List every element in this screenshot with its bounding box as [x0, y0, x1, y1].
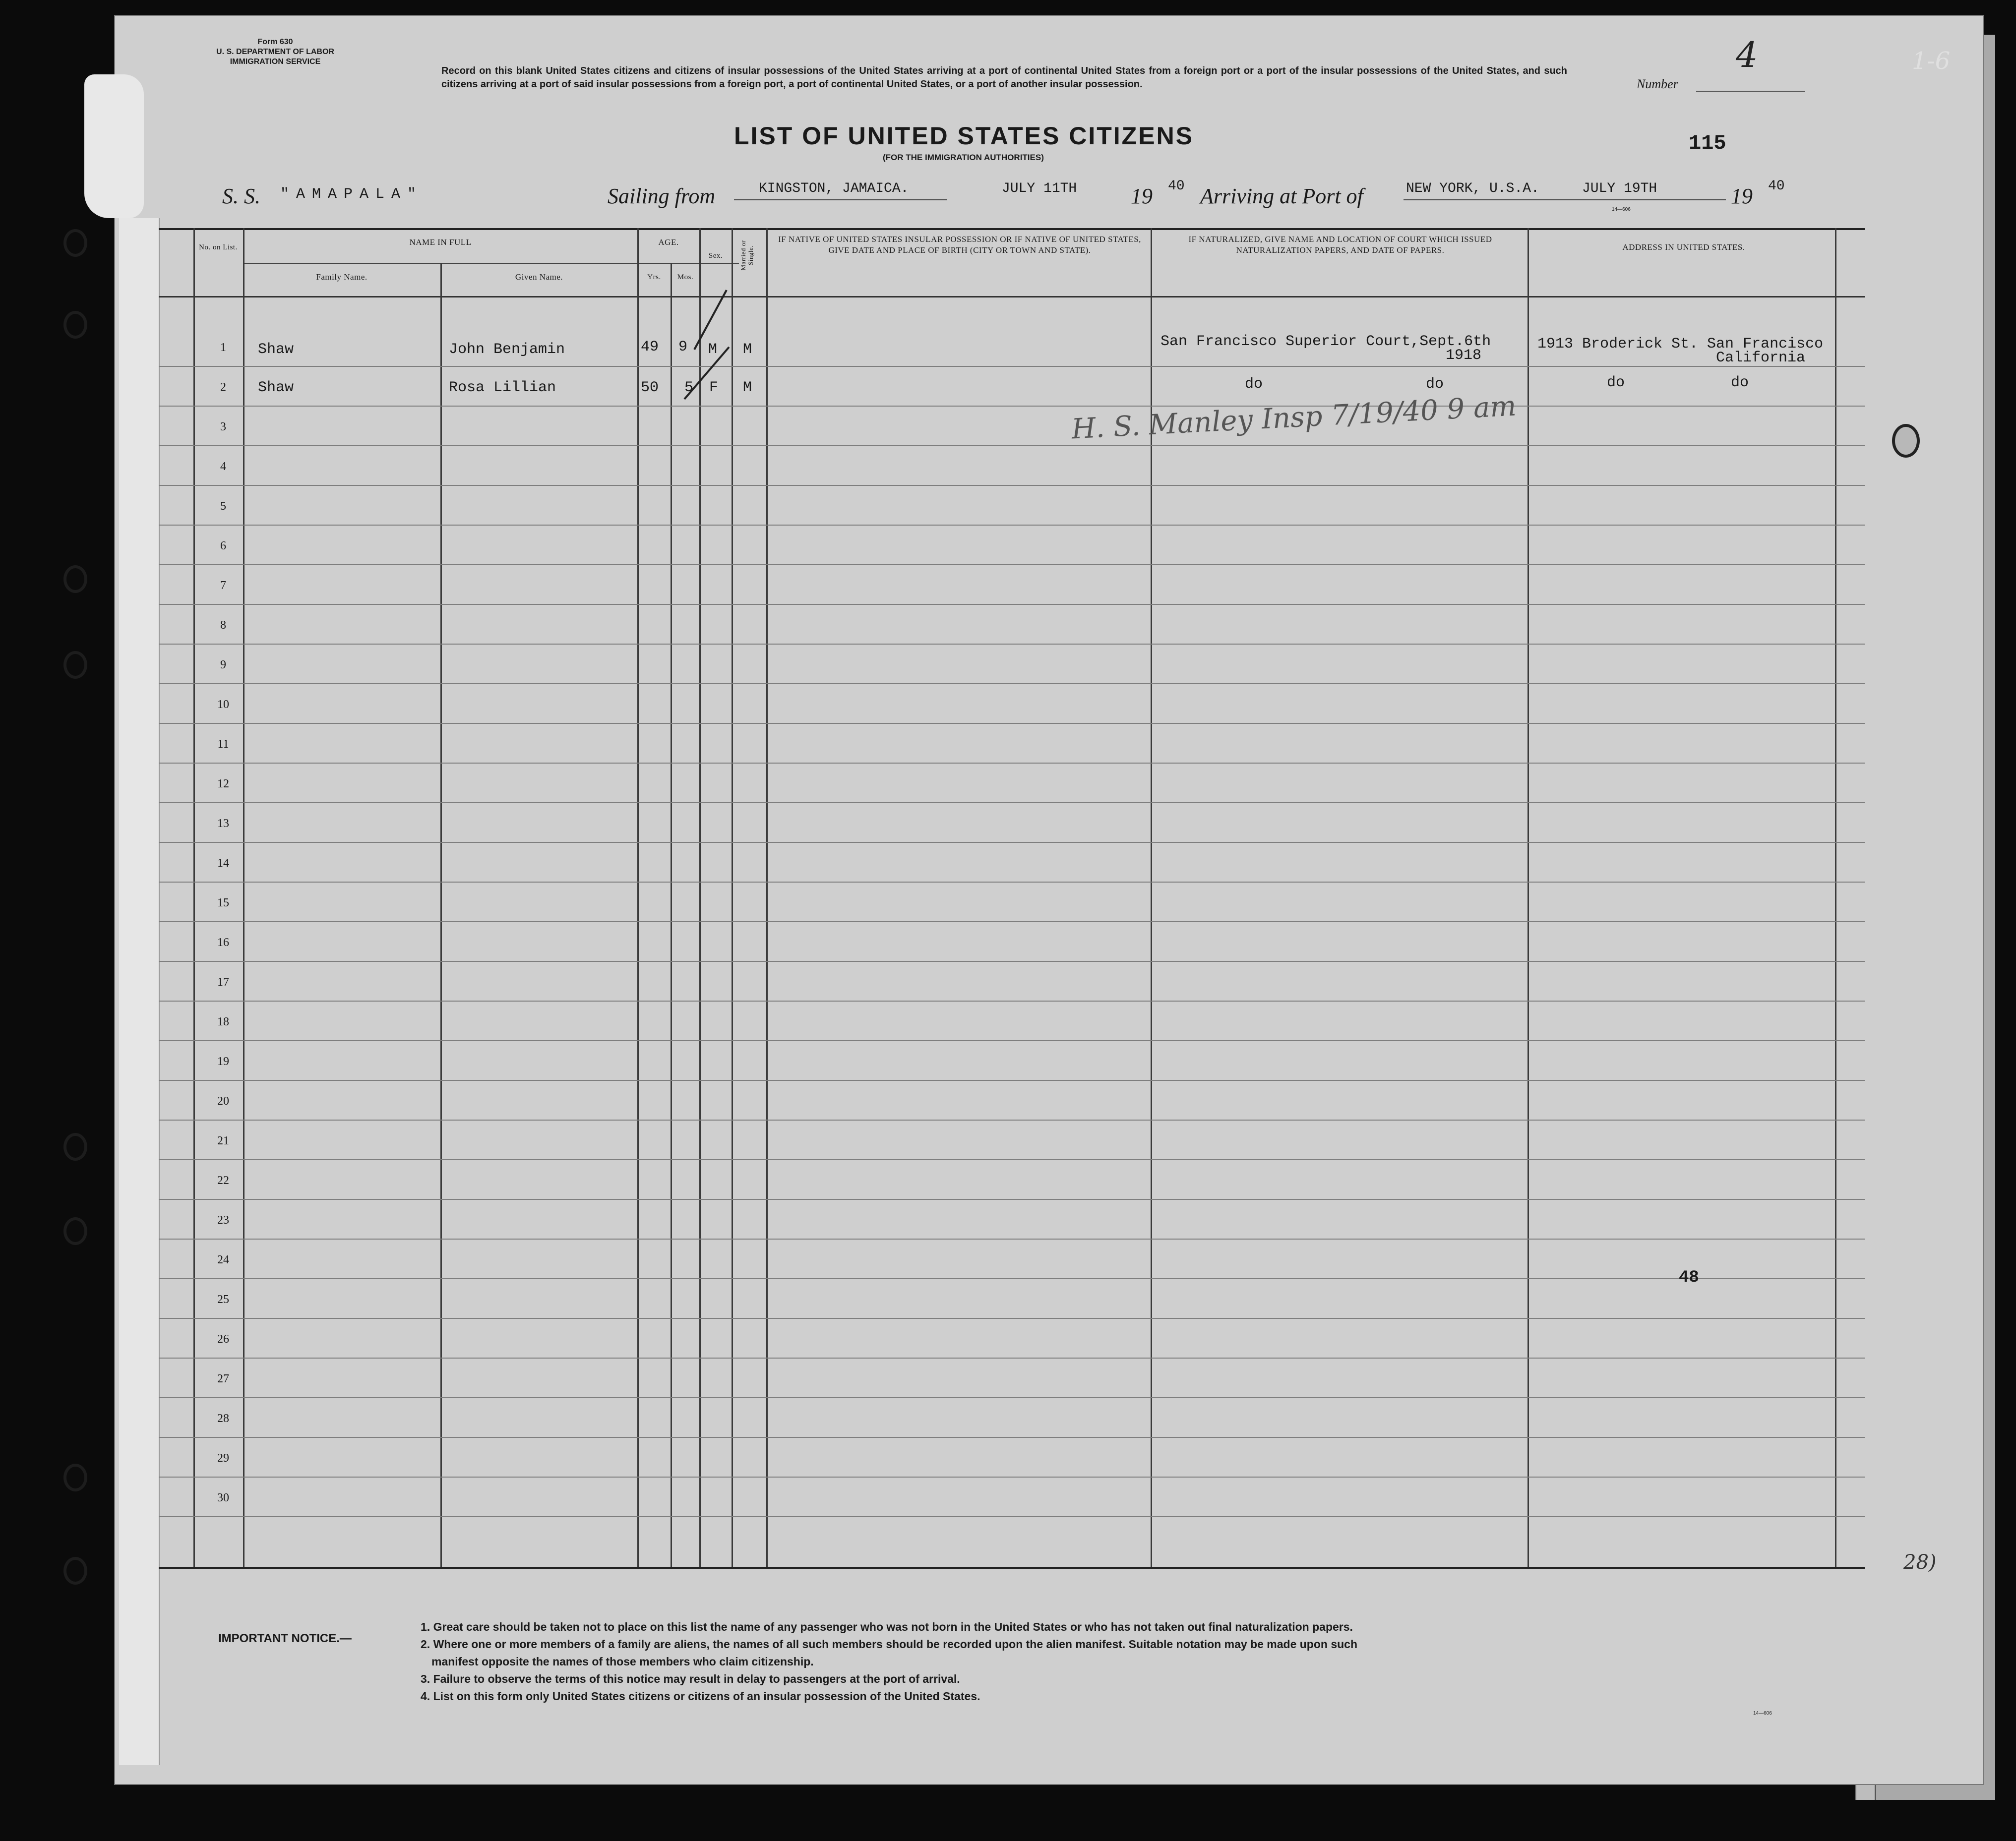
row-line [159, 406, 1865, 407]
binder-hole-icon [63, 1464, 87, 1491]
row-line [159, 683, 1865, 684]
row2-yrs: 50 [641, 379, 659, 396]
arrival-port-underline [1404, 199, 1726, 200]
row1-family: Shaw [258, 341, 294, 358]
binder-hole-icon [63, 565, 87, 593]
row-number: 26 [217, 1333, 229, 1346]
row-number: 22 [217, 1174, 229, 1187]
col-header-mos: Mos. [677, 273, 694, 281]
row2-address2: do [1731, 374, 1749, 391]
row-number: 1 [220, 341, 226, 354]
service-name: IMMIGRATION SERVICE [230, 58, 321, 66]
inspector-signature: H. S. Manley Insp 7/19/40 9 am [1070, 390, 1517, 446]
row1-court: San Francisco Superior Court,Sept.6th [1161, 333, 1491, 350]
col-divider [766, 228, 768, 1567]
row-number: 20 [217, 1095, 229, 1108]
row-number: 5 [220, 500, 226, 513]
corner-note: 1-6 [1912, 47, 1951, 75]
form-id-block [196, 37, 355, 67]
row2-family: Shaw [258, 379, 294, 396]
row2-given: Rosa Lillian [449, 379, 556, 396]
row-line [159, 842, 1865, 843]
col-divider [732, 228, 733, 1567]
col-divider [440, 263, 442, 1567]
row1-marital: M [743, 341, 752, 358]
notice-item-3: 3. Failure to observe the terms of this notice may result in delay to passengers at the port of arrival. [421, 1672, 960, 1685]
binder-hole-icon [63, 1217, 87, 1245]
row-line [159, 485, 1865, 486]
checkmark-icon [679, 288, 734, 402]
sailing-port-underline [734, 199, 947, 200]
row-line [159, 564, 1865, 565]
arrival-year-prefix: 19 [1731, 184, 1753, 208]
row-line [159, 366, 1865, 367]
col-header-name: NAME IN FULL [409, 238, 472, 247]
col-divider [1527, 228, 1529, 1567]
row-line [159, 1397, 1865, 1398]
arriving-label: Arriving at Port of [1200, 184, 1363, 208]
row-number: 19 [217, 1055, 229, 1068]
row2-marital: M [743, 379, 752, 396]
binder-hole-icon [63, 1557, 87, 1585]
arrival-date: JULY 19TH [1582, 181, 1657, 196]
row-line [159, 525, 1865, 526]
row-line [159, 1001, 1865, 1002]
row1-sex: M [708, 341, 718, 358]
row-line [159, 763, 1865, 764]
sailing-year-prefix: 19 [1131, 184, 1153, 208]
row1-mos: 9 [678, 339, 688, 356]
row-number: 23 [217, 1214, 229, 1227]
col-divider [699, 228, 701, 1567]
row-number: 18 [217, 1015, 229, 1028]
row-number: 27 [217, 1372, 229, 1385]
row-number: 17 [217, 976, 229, 989]
row-number: 29 [217, 1452, 229, 1465]
row2-address: do [1607, 374, 1625, 391]
col-divider [671, 263, 672, 1567]
row1-court-year: 1918 [1446, 347, 1482, 364]
row-number: 25 [217, 1293, 229, 1306]
binder-hole-icon [63, 651, 87, 679]
col-header-no: No. on List. [199, 243, 238, 251]
number-value: 4 [1736, 35, 1758, 75]
row-number: 9 [220, 658, 226, 671]
row-number: 28 [217, 1412, 229, 1425]
row-line [159, 802, 1865, 803]
row-line [159, 1199, 1865, 1200]
row-line [159, 961, 1865, 962]
row-number: 11 [217, 738, 229, 751]
table-bottom-border [159, 1567, 1865, 1569]
row-line [159, 1040, 1865, 1041]
col-header-insular: IF NATIVE OF UNITED STATES INSULAR POSSESSION OR IF NATIVE OF UNITED STATES, GIVE DATE AND PLACE OF BIRTH (CITY OR TOWN AND STATE). [778, 235, 1141, 255]
notice-list [421, 1618, 1839, 1705]
notice-item-1: 1. Great care should be taken not to place on this list the name of any passenger who was not born in the United States or who has not taken out final naturalization papers. [421, 1620, 1353, 1633]
row2-court: do [1245, 376, 1263, 393]
row-line [159, 1239, 1865, 1240]
row-number: 2 [220, 381, 226, 394]
col-header-family: Family Name. [316, 272, 367, 282]
edge-note: 28) [1903, 1551, 1937, 1574]
col-divider [243, 228, 244, 1567]
col-header-sex: Sex. [708, 252, 723, 260]
table-top-border [159, 228, 1865, 230]
row-line [159, 1358, 1865, 1359]
ship-prefix: S. S. [222, 184, 260, 208]
form-number: Form 630 [257, 38, 293, 46]
row-number: 16 [217, 936, 229, 949]
row-line [159, 1159, 1865, 1160]
row1-yrs: 49 [641, 339, 659, 356]
row-line [159, 1437, 1865, 1438]
row-number: 14 [217, 857, 229, 870]
row2-court-year: do [1426, 376, 1444, 393]
arrival-year: 40 [1768, 178, 1785, 194]
binder-hole-icon [1892, 424, 1920, 458]
col-header-naturalized: IF NATURALIZED, GIVE NAME AND LOCATION OF COURT WHICH ISSUED NATURALIZATION PAPERS, AND DATE OF PAPERS. [1188, 235, 1492, 255]
row-number: 21 [217, 1134, 229, 1147]
department-name: U. S. DEPARTMENT OF LABOR [216, 48, 334, 56]
row-line [159, 1120, 1865, 1121]
row-number: 7 [220, 579, 226, 592]
row-line [159, 445, 1865, 446]
stamp-number: 48 [1679, 1268, 1699, 1287]
col-header-age: AGE. [658, 238, 679, 247]
row-line [159, 882, 1865, 883]
row1-address: 1913 Broderick St. San Francisco [1537, 336, 1824, 353]
notice-code: 14—606 [1753, 1711, 1772, 1716]
sailing-label: Sailing from [608, 184, 716, 208]
notice-heading: IMPORTANT NOTICE.— [218, 1632, 352, 1645]
document-subtitle: (FOR THE IMMIGRATION AUTHORITIES) [883, 153, 1044, 162]
row-number: 24 [217, 1253, 229, 1266]
col-divider [193, 228, 195, 1567]
row-number: 15 [217, 896, 229, 909]
col-header-address: ADDRESS IN UNITED STATES. [1622, 242, 1745, 252]
col-header-given: Given Name. [515, 272, 563, 282]
number-label: Number [1637, 77, 1678, 91]
row2-mos: 5 [684, 379, 694, 396]
binding-strip [119, 218, 160, 1765]
row-line [159, 644, 1865, 645]
table-header-border [159, 296, 1865, 297]
row-number: 12 [217, 777, 229, 790]
row-line [159, 1477, 1865, 1478]
row-number: 6 [220, 539, 226, 552]
row-number: 3 [220, 420, 226, 433]
notice-item-2-cont: manifest opposite the names of those members who claim citizenship. [431, 1655, 814, 1668]
row-line [159, 1318, 1865, 1319]
torn-paper-corner [84, 74, 144, 218]
sailing-year: 40 [1168, 178, 1185, 194]
row-number: 8 [220, 619, 226, 632]
row1-given: John Benjamin [449, 341, 565, 358]
row-number: 10 [217, 698, 229, 711]
notice-item-2: 2. Where one or more members of a family are aliens, the names of all such members should be recorded upon the alien manifest. Suitable notation may be made upon such [421, 1638, 1358, 1651]
sailing-date: JULY 11TH [1002, 181, 1077, 196]
printer-code: 14—606 [1612, 207, 1631, 212]
row-number: 30 [217, 1491, 229, 1504]
notice-item-4: 4. List on this form only United States citizens or citizens of an insular possession of the United States. [421, 1690, 980, 1703]
row2-sex: F [709, 379, 719, 396]
row-line [159, 723, 1865, 724]
col-divider [1835, 228, 1836, 1567]
form-instructions: Record on this blank United States citizens and citizens of insular possessions of the United States arriving at a port of continental United States from a foreign port or a port of the insular possessions of the United States, and such citizens arriving at a port of said insular possessions from a foreign port, a port of continental United States, or a port of another insular possession. [441, 65, 1567, 90]
row-line [159, 604, 1865, 605]
col-divider [637, 228, 639, 1567]
binder-hole-icon [63, 1133, 87, 1161]
number-underline [1696, 91, 1805, 92]
arrival-port: NEW YORK, U.S.A. [1406, 181, 1539, 196]
row-line [159, 921, 1865, 922]
col-header-yrs: Yrs. [647, 273, 661, 281]
row-line [159, 1080, 1865, 1081]
page-stamp-number: 115 [1689, 131, 1726, 155]
ship-name: "AMAPALA" [280, 186, 424, 203]
col-header-marital: Married or Single. [739, 240, 754, 271]
row-number: 4 [220, 460, 226, 473]
row-number: 13 [217, 817, 229, 830]
age-subheader-line [637, 263, 699, 264]
binder-hole-icon [63, 311, 87, 339]
document-title: LIST OF UNITED STATES CITIZENS [734, 122, 1194, 150]
binder-hole-icon [63, 229, 87, 257]
row1-address2: California [1716, 350, 1806, 366]
row-line [159, 1516, 1865, 1517]
sailing-port: KINGSTON, JAMAICA. [759, 181, 909, 196]
row-line [159, 1278, 1865, 1279]
